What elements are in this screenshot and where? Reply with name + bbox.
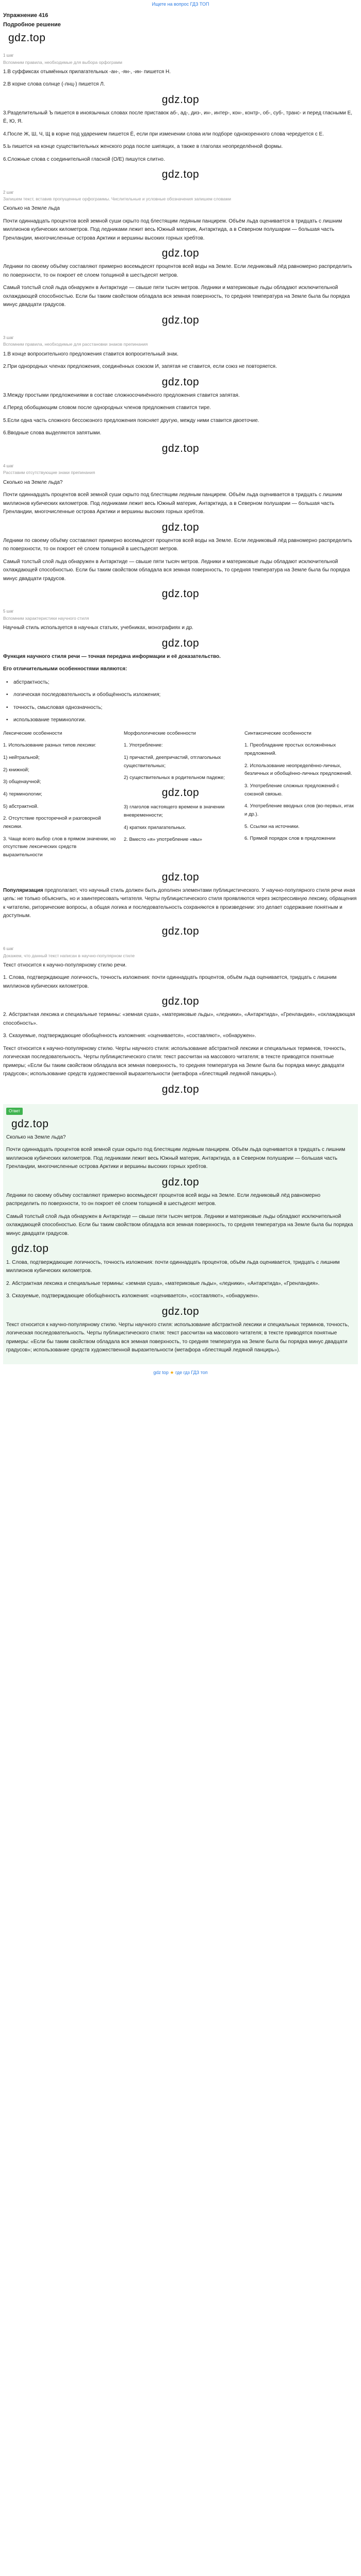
table-cell: 5) абстрактной. <box>3 803 39 809</box>
feature-item: • точность, смысловая однозначность; <box>3 704 358 712</box>
answer-title: Сколько на Земле льда? <box>6 1134 66 1140</box>
rule: 5.Если одна часть сложного бессоюзного предложения поясняет другую, между ними ставится двоеточие. <box>3 417 259 423</box>
watermark: gdz.top <box>11 1243 49 1255</box>
rule: 1.В суффиксах отымённых прилагательных -ан-, -ян-, -ин- пишется Н. <box>3 69 171 75</box>
style-function: Функция научного стиля речи — точная передача информации и её доказательство. <box>3 653 221 659</box>
step-2 <box>3 190 358 327</box>
watermark: gdz.top <box>161 314 200 326</box>
footer-prefix: gdz top <box>153 1369 169 1375</box>
top-link[interactable]: Ищете на вопрос ГДЗ ТОП <box>152 2 209 7</box>
text-paragraph: Ледники по своему объёму составляют примерно восемьдесят процентов всей воды на Земле. Если ледниковый лёд равномерно распределить по поверхности, то он покроет её слоем толщиной в шестьдесят метров. <box>3 264 352 278</box>
answer-paragraph: 2. Абстрактная лексика и специальные термины: «земная суша», «материковые льды», «ледники», «Антарктида», «Гренландия». <box>6 1280 320 1286</box>
step-hint: Вспомним правила, необходимые для выбора орфограмм <box>3 59 122 65</box>
step-hint: Запишем текст, вставив пропущенные орфограммы. Числительные и условные обозначения запишем словами <box>3 196 231 202</box>
popularization-title: Популяризация <box>3 887 43 893</box>
rule: 3.Между простыми предложениями в составе сложносочинённого предложения ставится запятая. <box>3 392 240 398</box>
watermark: gdz.top <box>161 1083 200 1095</box>
table-cell: 2. Вместо «я» употребление «мы» <box>124 837 202 843</box>
table-cell: 4. Употребление вводных слов (во-первых, итак и др.). <box>244 803 354 818</box>
table-cell: 3. Употребление сложных предложений с союзной связью. <box>244 783 339 797</box>
table-cell: 3) общенаучной; <box>3 779 41 785</box>
step-4 <box>3 463 358 600</box>
watermark: gdz.top <box>161 995 200 1008</box>
step-label: 5 шаг <box>3 609 14 614</box>
answer-paragraph: Самый толстый слой льда обнаружен в Антарктиде — свыше пяти тысяч метров. Ледники и материковые льды обладают исключительной охлаждающей способностью. Если бы таким свойством обладала вся земная поверхность, то средняя температура на Земле была бы порядка минус двадцати градусов. <box>6 1213 353 1236</box>
analysis-paragraph: 2. Абстрактная лексика и специальные термины: «земная суша», «материковые льды», «ледники», «Антарктида», «Гренландия», «охлаждающая способность». <box>3 1012 355 1026</box>
table-cell: 1. Преобладание простых осложнённых предложений. <box>244 742 336 757</box>
step-label: 6 шаг <box>3 946 14 952</box>
watermark: gdz.top <box>161 637 200 649</box>
step-1 <box>3 53 358 181</box>
step-hint: Докажем, что данный текст написан в научно-популярном стиле <box>3 953 135 958</box>
rule: 6.Сложные слова с соединительной гласной (О/Е) пишутся слитно. <box>3 156 165 162</box>
rule: 4.Перед обобщающим словом после однородных членов предложения ставится тире. <box>3 405 211 411</box>
table-cell: 3) глаголов настоящего времени в значении вневременности; <box>124 804 225 818</box>
footer-suffix: где гдз ГДЗ топ <box>175 1369 208 1375</box>
rule: 3.Разделительный Ъ пишется в иноязычных словах после приставок аб-, ад-, диз-, ин-, интер-, кон-, контр-, об-, суб-, транс- и перед гласными Е, Ё, Ю, Я. <box>3 110 353 125</box>
table-cell: 1) причастий, деепричастий, отглагольных существительных; <box>124 755 221 769</box>
features-table <box>3 730 358 863</box>
step-3 <box>3 335 358 455</box>
analysis-paragraph: 3. Сказуемые, подтверждающие обобщённость изложения: «оценивается», «составляют», «обнаружен». <box>3 1033 256 1039</box>
step-hint: Вспомним правила, необходимые для расстановки знаков препинания <box>3 342 148 347</box>
table-cell: 2) книжной; <box>3 767 29 773</box>
rule: 5.Ь пишется на конце существительных женского рода после шипящих, а также в глаголах неопределённой формы. <box>3 144 283 150</box>
rule: 2.При однородных членах предложения, соединённых союзом И, запятая не ставится, если союз не повторяется. <box>3 364 277 370</box>
answer-paragraph: 1. Слова, подтверждающие логичность, точность изложения: почти одиннадцать процентов, объём льда оценивается, тридцать с лишним миллионов кубических километров. <box>6 1259 340 1274</box>
rule: 2.В корне слова солнце (-лнц-) пишется Л. <box>3 81 105 88</box>
answer-paragraph: Ледники по своему объёму составляют примерно восемьдесят процентов всей воды на Земле. Если ледниковый лёд равномерно распределить по поверхности, то он покроет её слоем толщиной в шестьдесят метров. <box>6 1192 321 1207</box>
analysis-paragraph: Текст относится к научно-популярному стилю. Черты научного стиля: использование абстрактной лексики и специальных терминов, точность, логическая последовательность. Черты публицистического стиля: текст рассчитан на массового читателя; в тексте приводятся понятные примеры; «Если бы таким свойством обладала вся земная поверхность, то средняя температура на Земле была бы порядка минус двадцати градусов»; использование средств художественной выразительности (метафора «блестящий ледяной панцирь»). <box>3 1045 346 1077</box>
answer-paragraph: 3. Сказуемые, подтверждающие обобщённость изложения: «оценивается», «составляют», «обнаружен». <box>6 1293 259 1299</box>
watermark: gdz.top <box>161 1305 200 1317</box>
text-paragraph: Ледники по своему объёму составляют примерно восемьдесят процентов всей воды на Земле. Если ледниковый лёд равномерно распределить по поверхности, то он покроет её слоем толщиной в шестьдесят метров. <box>3 537 352 552</box>
text-paragraph: Самый толстый слой льда обнаружен в Антарктиде — свыше пяти тысяч метров. Ледники и материковые льды обладают исключительной охлаждающей способностью. Если бы таким свойством обладала вся земная поверхность, то средняя температура на Земле была бы порядка минус двадцати градусов. <box>3 285 350 308</box>
watermark: gdz.top <box>161 168 200 181</box>
popularization-body: предполагает, что научный стиль должен быть дополнен элементами публицистического. У научно-популярного стиля речи иная цель: не только объяснить, но и заинтересовать читателя. Черты публицистического стиля проявляются через экспрессивную лексику, обращения к читателю, риторические вопросы, а общая логика и последовательность сохраняются в произведении: это делает содержание понятным и доступным. <box>3 887 357 919</box>
star-icon: ★ <box>170 1369 174 1375</box>
text-paragraph: Почти одиннадцать процентов всей земной суши скрыто под блестящим ледяным панцирем. Объём льда оценивается в тридцать с лишним миллионов кубических километров. Под ледниками лежит весь Южный материк, Антарктида, а в Северном полушарии — большая часть Гренландии, многочисленные острова Арктики и вершины высоких горных хребтов. <box>3 218 342 241</box>
text-title: Сколько на Земле льда? <box>3 479 63 485</box>
lexical-column <box>3 730 117 863</box>
step-hint: Вспомним характеристики научного стиля <box>3 615 89 621</box>
text-paragraph: Самый толстый слой льда обнаружен в Антарктиде — свыше пяти тысяч метров. Ледники и материковые льды обладают исключительной охлаждающей способностью. Если бы таким свойством обладала вся земная поверхность, то средняя температура на Земле была бы порядка минус двадцати градусов. <box>3 558 350 582</box>
column-header: Морфологические особенности <box>124 730 196 736</box>
watermark: gdz.top <box>161 521 200 533</box>
rule: 6.Вводные слова выделяются запятыми. <box>3 430 102 436</box>
table-cell: 1) нейтральной; <box>3 755 40 761</box>
step-label: 3 шаг <box>3 335 14 341</box>
table-cell: 3. Чаще всего выбор слов в прямом значении, но отсутствие лексических средств выразительности <box>3 836 116 858</box>
answer-badge: Ответ <box>6 1108 23 1115</box>
watermark: gdz.top <box>8 32 46 44</box>
answer-block <box>3 1104 358 1364</box>
footer[interactable] <box>3 1369 358 1377</box>
watermark: gdz.top <box>161 871 200 883</box>
watermark: gdz.top <box>161 442 200 454</box>
step-6 <box>3 946 358 1096</box>
morphological-column <box>124 730 237 863</box>
table-cell: 1. Употребление: <box>124 742 163 749</box>
table-cell: 1. Использование разных типов лексики: <box>3 742 96 749</box>
step-hint: Расставим отсутствующие знаки препинания <box>3 470 95 476</box>
watermark: gdz.top <box>161 376 200 388</box>
feature-item: • логическая последовательность и обобщённость изложения; <box>3 691 358 699</box>
watermark: gdz.top <box>161 247 200 260</box>
table-cell: 5. Ссылки на источники. <box>244 823 300 829</box>
watermark: gdz.top <box>161 787 200 799</box>
table-cell: 2) существительных в родительном падеже; <box>124 775 225 781</box>
table-cell: 4) терминологии; <box>3 791 42 798</box>
features-list <box>3 679 358 724</box>
table-cell: 2. Использование неопределённо-личных, безличных и обобщённо-личных предложений. <box>244 762 352 777</box>
popularization-text <box>3 887 358 921</box>
table-cell: 2. Отсутствие просторечной и разговорной лексики. <box>3 816 101 830</box>
table-cell: 6. Прямой порядок слов в предложении <box>244 836 336 842</box>
column-header: Синтаксические особенности <box>244 730 311 736</box>
solution-subtitle: Подробное решение <box>3 21 61 28</box>
features-title: Его отличительными особенностями являются: <box>3 666 127 672</box>
column-header: Лексические особенности <box>3 730 62 736</box>
analysis-paragraph: 1. Слова, подтверждающие логичность, точность изложения: почти одиннадцать процентов, объём льда оценивается, тридцать с лишним миллионов кубических километров. <box>3 975 337 989</box>
step-label: 1 шаг <box>3 53 14 58</box>
rule: 1.В конце вопросительного предложения ставится вопросительный знак. <box>3 351 179 357</box>
style-intro: Научный стиль используется в научных статьях, учебниках, монографиях и др. <box>3 625 193 631</box>
watermark: gdz.top <box>161 588 200 600</box>
rule: 4.После Ж, Ш, Ч, Щ в корне под ударением пишется Ё, если при изменении слова или подборе однокоренного слова чередуется с Е. <box>3 131 324 137</box>
analysis-paragraph: Текст относится к научно-популярному стилю речи. <box>3 962 127 968</box>
watermark: gdz.top <box>161 925 200 937</box>
step-label: 4 шаг <box>3 464 14 469</box>
table-cell: 4) кратких прилагательных. <box>124 824 186 831</box>
watermark: gdz.top <box>11 1117 49 1130</box>
answer-paragraph: Текст относится к научно-популярному стилю. Черты научного стиля: использование абстрактной лексики и специальных терминов, точность, логическая последовательность. Черты публицистического стиля: текст рассчитан на массового читателя; в тексте приводятся понятные примеры: «Если бы таким свойством обладала вся земная поверхность, то средняя температура на Земле была бы порядка минус двадцати градусов»; использование средств художественной выразительности (метафора «блестящий ледяной панцирь»). <box>6 1321 349 1353</box>
answer-paragraph: Почти одиннадцать процентов всей земной суши скрыто под блестящим ледяным панцирем. Объём льда оценивается в тридцать с лишним миллионов кубических километров. Под ледниками лежит весь Южный материк, Антарктида, а в Северном полушарии — большая часть Гренландии, многочисленные острова Арктики и вершины высоких горных хребтов. <box>6 1147 346 1170</box>
feature-item: • использование терминологии. <box>3 716 358 724</box>
text-paragraph: Почти одиннадцать процентов всей земной суши скрыто под блестящим ледяным панцирем. Объём льда оценивается в тридцать с лишним миллионов кубических километров. Под ледниками лежит весь Южный материк, Антарктида, а в Северном полушарии — большая часть Гренландии, многочисленные острова Арктики и вершины высоких горных хребтов. <box>3 492 342 515</box>
step-5 <box>3 608 358 938</box>
watermark: gdz.top <box>161 1176 200 1188</box>
feature-item: • абстрактность; <box>3 679 358 687</box>
step-label: 2 шаг <box>3 190 14 195</box>
text-title: Сколько на Земле льда <box>3 206 60 212</box>
watermark: gdz.top <box>161 93 200 106</box>
syntactic-column <box>244 730 358 863</box>
exercise-title: Упражнение 416 <box>3 12 48 19</box>
